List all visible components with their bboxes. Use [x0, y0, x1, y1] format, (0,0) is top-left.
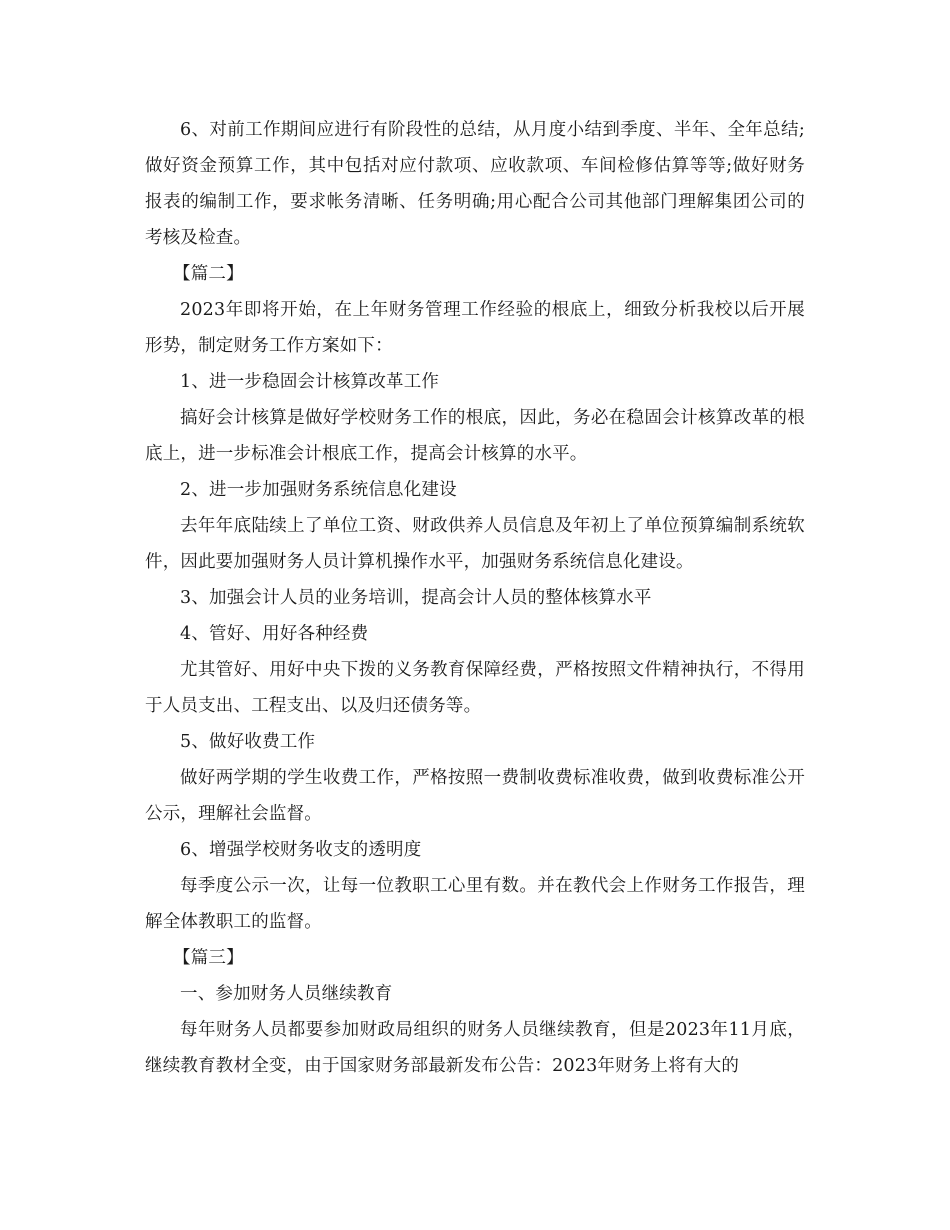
- section-heading-part3: 【篇三】: [173, 948, 244, 968]
- section-heading-part2: 【篇二】: [173, 264, 244, 284]
- paragraph-point6-title: 6、增强学校财务收支的透明度: [180, 840, 422, 860]
- paragraph-point2-title: 2、进一步加强财务系统信息化建设: [180, 480, 457, 500]
- paragraph-part3-point1-title: 一、参加财务人员继续教育: [180, 984, 393, 1004]
- paragraph-point1-body: 搞好会计核算是做好学校财务工作的根底，因此，务必在稳固会计核算改革的根底上，进一步标准会计根底工作，提高会计核算的水平。: [145, 408, 805, 464]
- paragraph-item6-summary: 6、对前工作期间应进行有阶段性的总结，从月度小结到季度、半年、全年总结;做好资金预算工作，其中包括对应付款项、应收款项、车间检修估算等等;做好财务报表的编制工作，要求帐务清晰、任务明确;用心配合公司其他部门理解集团公司的考核及检查。: [145, 120, 805, 248]
- paragraph-intro-2023: 2023年即将开始，在上年财务管理工作经验的根底上，细致分析我校以后开展形势，制定财务工作方案如下：: [145, 300, 805, 356]
- document-body: [145, 112, 805, 1084]
- paragraph-point5-body: 做好两学期的学生收费工作，严格按照一费制收费标准收费，做到收费标准公开公示，理解社会监督。: [145, 768, 805, 824]
- paragraph-point5-title: 5、做好收费工作: [180, 732, 316, 752]
- paragraph-point2-body: 去年年底陆续上了单位工资、财政供养人员信息及年初上了单位预算编制系统软件，因此要加强财务人员计算机操作水平，加强财务系统信息化建设。: [145, 516, 805, 572]
- paragraph-point4-title: 4、管好、用好各种经费: [180, 624, 369, 644]
- paragraph-point6-body: 每季度公示一次，让每一位教职工心里有数。并在教代会上作财务工作报告，理解全体教职工的监督。: [145, 876, 805, 932]
- paragraph-point3-title: 3、加强会计人员的业务培训，提高会计人员的整体核算水平: [180, 588, 652, 608]
- paragraph-point1-title: 1、进一步稳固会计核算改革工作: [180, 372, 440, 392]
- paragraph-point4-body: 尤其管好、用好中央下拨的义务教育保障经费，严格按照文件精神执行，不得用于人员支出、工程支出、以及归还债务等。: [145, 660, 805, 716]
- paragraph-part3-point1-body: 每年财务人员都要参加财政局组织的财务人员继续教育，但是2023年11月底，继续教育教材全变，由于国家财务部最新发布公告：2023年财务上将有大的: [145, 1020, 805, 1076]
